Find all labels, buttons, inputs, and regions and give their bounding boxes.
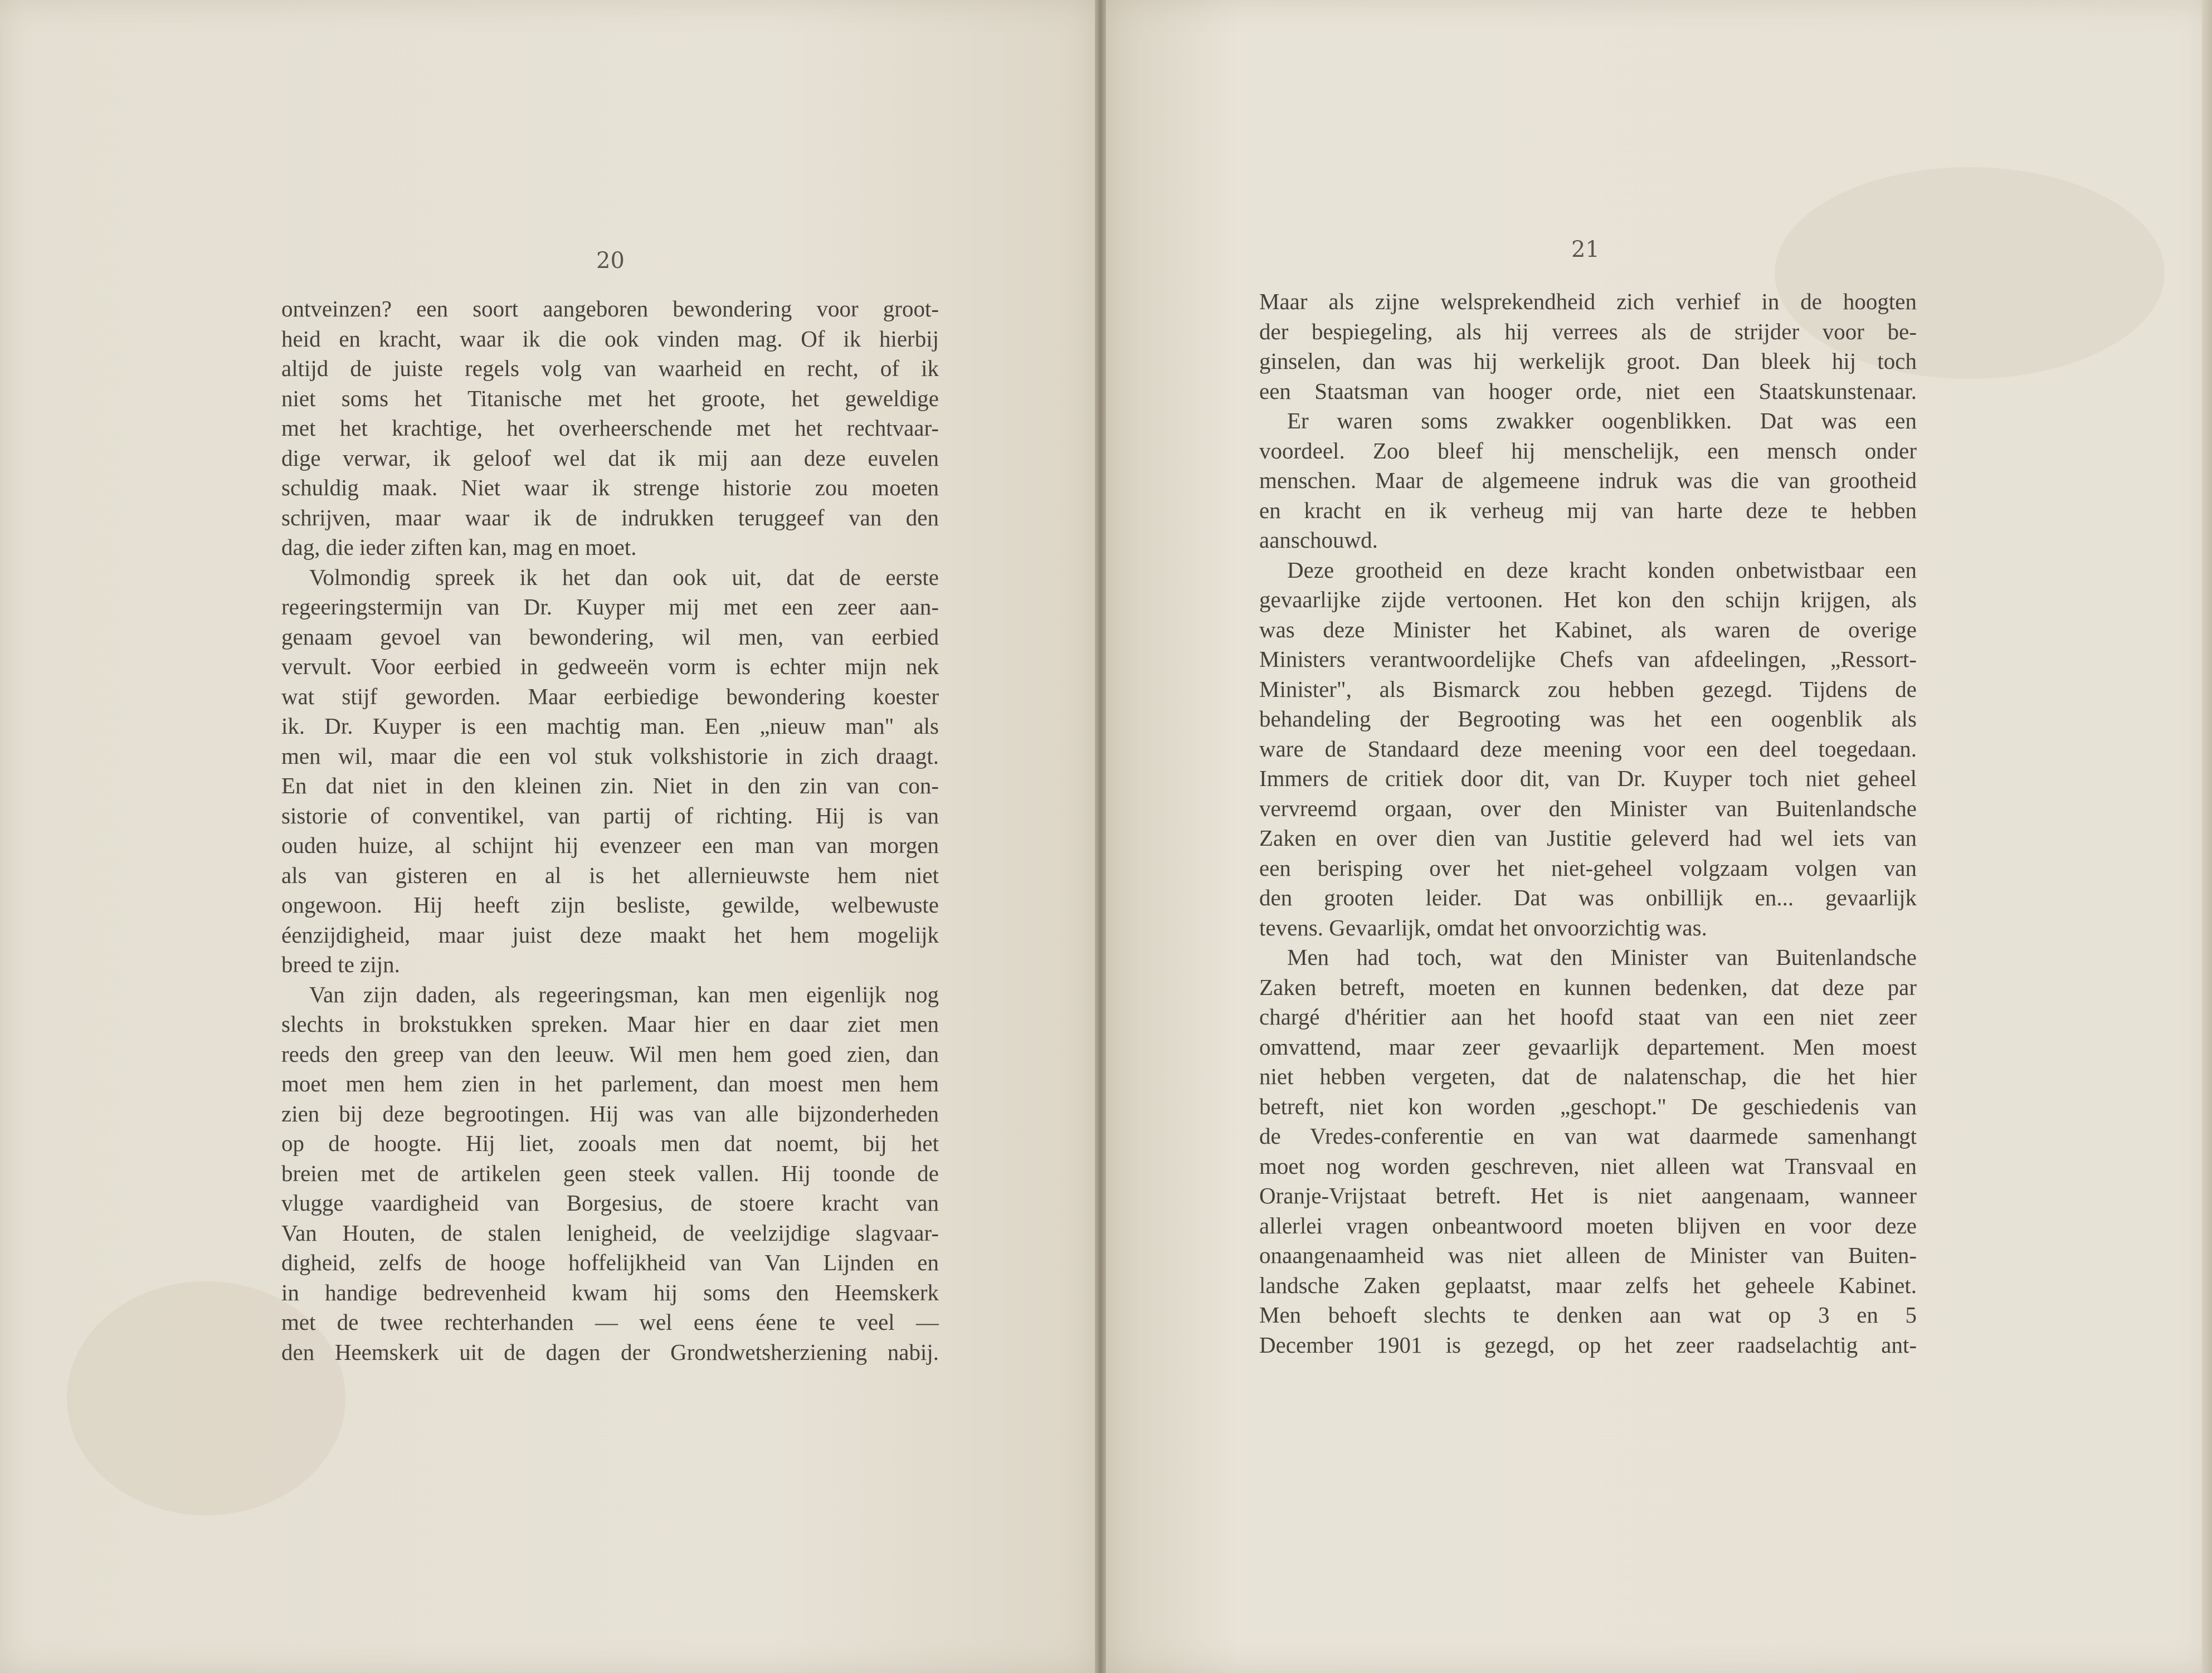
text-line: breed te zijn. (281, 952, 400, 977)
text-line: niet hebben vergeten, dat de nalatenschap, die het hier (1259, 1064, 1917, 1089)
text-line: Er waren soms zwakker oogenblikken. Dat was een (1287, 408, 1917, 433)
text-line: onaangenaamheid was niet alleen de Minister van Buiten- (1259, 1242, 1917, 1268)
text-line: dige verwar, ik geloof wel dat ik mij aan deze euvelen (281, 445, 939, 471)
text-line: ouden huize, al schijnt hij evenzeer een man van morgen (281, 832, 939, 858)
text-line: moet men hem zien in het parlement, dan moest men hem (281, 1071, 939, 1096)
text-line: was deze Minister het Kabinet, als waren de overige (1259, 616, 1917, 642)
text-line: landsche Zaken geplaatst, maar zelfs het geheele Kabinet. (1259, 1272, 1917, 1298)
text-line: genaam gevoel van bewondering, wil men, van eerbied (281, 623, 939, 650)
text-line: Zaken en over dien van Justitie geleverd had wel iets van (1259, 825, 1917, 851)
text-line: Immers de critiek door dit, van Dr. Kuyper toch niet geheel (1259, 765, 1917, 791)
text-line: éenzijdigheid, maar juist deze maakt het hem mogelijk (281, 921, 939, 948)
text-line: menschen. Maar de algemeene indruk was die van grootheid (1259, 467, 1917, 493)
text-line: slechts in brokstukken spreken. Maar hier en daar ziet men (281, 1011, 939, 1037)
text-line: den Heemskerk uit de dagen der Grondwetsherziening nabij. (281, 1339, 939, 1365)
text-line: in handige bedrevenheid kwam hij soms den Heemskerk (281, 1279, 939, 1305)
text-line: Oranje-Vrijstaat betreft. Het is niet aangenaam, wanneer (1259, 1183, 1917, 1208)
text-line: sistorie of conventikel, van partij of richting. Hij is van (281, 802, 939, 828)
text-line: voordeel. Zoo bleef hij menschelijk, een mensch onder (1259, 437, 1917, 464)
text-line: een berisping over het niet-geheel volgzaam volgen van (1259, 855, 1917, 881)
text-line: met het krachtige, het overheerschende met het rechtvaar- (281, 415, 939, 441)
text-line: altijd de juiste regels volg van waarheid en recht, of ik (281, 355, 939, 381)
text-line: ontveinzen? een soort aangeboren bewondering voor groot- (281, 296, 939, 321)
text-line: men wil, maar die een vol stuk volkshistorie in zich draagt. (281, 743, 939, 769)
text-line: der bespiegeling, als hij verrees als de strijder voor be- (1259, 318, 1917, 344)
text-line: regeeringstermijn van Dr. Kuyper mij met een zeer aan- (281, 594, 939, 620)
text-line: Deze grootheid en deze kracht konden onbetwistbaar een (1287, 557, 1917, 583)
text-line: Men behoeft slechts te denken aan wat op 3 en 5 (1259, 1302, 1917, 1328)
text-line: betreft, niet kon worden „geschopt." De geschiedenis van (1259, 1093, 1917, 1119)
text-line: heid en kracht, waar ik die ook vinden mag. Of ik hierbij (281, 325, 939, 352)
text-line: en kracht en ik verheug mij van harte deze te hebben (1259, 497, 1917, 523)
text-line: vervreemd orgaan, over den Minister van Buitenlandsche (1259, 795, 1917, 821)
text-line: allerlei vragen onbeantwoord moeten blijven en voor deze (1259, 1212, 1917, 1238)
text-line: ginselen, dan was hij werkelijk groot. Dan bleek hij toch (1259, 348, 1917, 374)
text-line: schuldig maak. Niet waar ik strenge historie zou moeten (281, 475, 939, 500)
right-page (1106, 0, 2212, 1673)
text-line: ongewoon. Hij heeft zijn besliste, gewilde, welbewuste (281, 892, 939, 918)
text-line: moet nog worden geschreven, niet alleen wat Transvaal en (1259, 1153, 1917, 1179)
page-edge (2202, 0, 2212, 1673)
text-line: digheid, zelfs de hooge hoffelijkheid van Van Lijnden en (281, 1250, 939, 1275)
text-line: vervult. Voor eerbied in gedweeën vorm is echter mijn nek (281, 653, 939, 679)
text-line: aanschouwd. (1259, 527, 1378, 553)
text-line: behandeling der Begrooting was het een oogenblik als (1259, 706, 1917, 731)
text-line: reeds den greep van den leeuw. Wil men hem goed zien, dan (281, 1041, 939, 1067)
text-line: zien bij deze begrootingen. Hij was van alle bijzonderheden (281, 1100, 939, 1126)
text-line: Van Houten, de stalen lenigheid, de veelzijdige slagvaar- (281, 1220, 939, 1246)
text-line: een Staatsman van hooger orde, niet een Staatskunstenaar. (1259, 378, 1917, 404)
text-line: Minister", als Bismarck zou hebben gezegd. Tijdens de (1259, 676, 1917, 702)
text-line: Van zijn daden, als regeeringsman, kan men eigenlijk nog (309, 981, 939, 1007)
text-line: dag, die ieder ziften kan, mag en moet. (281, 534, 637, 560)
text-line: ik. Dr. Kuyper is een machtig man. Een „nieuw man" als (281, 713, 939, 739)
book-gutter (1095, 0, 1106, 1673)
text-line: vlugge vaardigheid van Borgesius, de stoere kracht van (281, 1190, 939, 1216)
text-line: omvattend, maar zeer gevaarlijk departement. Men moest (1259, 1033, 1917, 1060)
text-line: ware de Standaard deze meening voor een deel toegedaan. (1259, 735, 1917, 762)
text-line: de Vredes-conferentie en van wat daarmede samenhangt (1259, 1123, 1917, 1149)
text-line: Men had toch, wat den Minister van Buitenlandsche (1287, 944, 1917, 970)
right-page-number: 21 (1571, 237, 1600, 262)
text-line: wat stijf geworden. Maar eerbiedige bewondering koester (281, 683, 939, 709)
text-line: gevaarlijke zijde vertoonen. Het kon den schijn krijgen, als (1259, 587, 1917, 612)
text-line: chargé d'héritier aan het hoofd staat van een niet zeer (1259, 1004, 1917, 1030)
text-line: tevens. Gevaarlijk, omdat het onvoorzichtig was. (1259, 914, 1707, 940)
text-line: Volmondig spreek ik het dan ook uit, dat de eerste (309, 564, 939, 590)
left-page-text (281, 294, 939, 1367)
text-line: Maar als zijne welsprekendheid zich verhief in de hoogten (1259, 289, 1917, 314)
text-line: niet soms het Titanische met het groote, het geweldige (281, 385, 939, 411)
text-line: En dat niet in den kleinen zin. Niet in den zin van con- (281, 773, 939, 798)
left-page (0, 0, 1095, 1673)
text-line: den grooten leider. Dat was onbillijk en... gevaarlijk (1259, 885, 1917, 910)
text-line: op de hoogte. Hij liet, zooals men dat noemt, bij het (281, 1130, 939, 1156)
left-page-number: 20 (596, 248, 625, 274)
text-line: met de twee rechterhanden — wel eens éene te veel — (281, 1309, 939, 1335)
text-line: Ministers verantwoordelijke Chefs van afdeelingen, „Ressort- (1259, 646, 1917, 672)
text-line: als van gisteren en al is het allernieuwste hem niet (281, 862, 939, 888)
text-line: Zaken betreft, moeten en kunnen bedenken, dat deze par (1259, 974, 1917, 1000)
text-line: December 1901 is gezegd, op het zeer raadselachtig ant- (1259, 1331, 1917, 1358)
text-line: breien met de artikelen geen steek vallen. Hij toonde de (281, 1160, 939, 1186)
right-page-text (1259, 287, 1917, 1360)
text-line: schrijven, maar waar ik de indrukken teruggeef van den (281, 504, 939, 530)
